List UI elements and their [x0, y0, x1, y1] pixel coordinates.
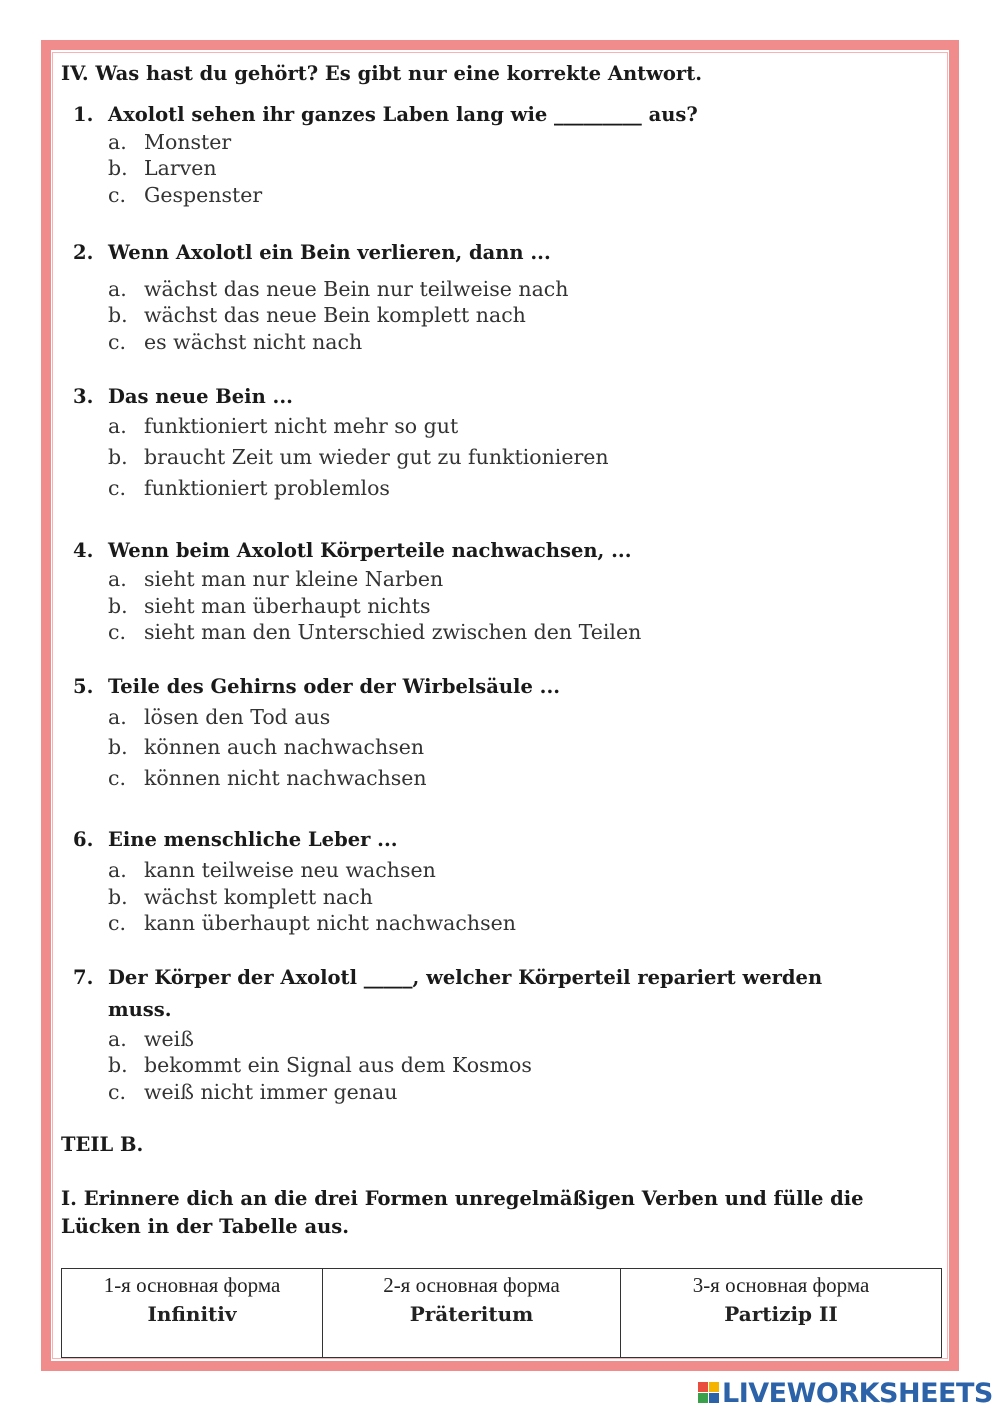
option-letter: c.: [108, 620, 126, 644]
question-text: Der Körper der Axolotl _____, welcher Körperteil repariert werden: [108, 966, 823, 989]
option-letter: a.: [108, 567, 127, 591]
option-text[interactable]: wächst komplett nach: [144, 885, 373, 909]
option-letter: b.: [108, 445, 128, 469]
question-number: 1.: [73, 103, 94, 126]
option-letter: c.: [108, 766, 126, 790]
option-text[interactable]: kann teilweise neu wachsen: [144, 858, 436, 882]
option-text[interactable]: sieht man überhaupt nichts: [144, 594, 431, 618]
option-letter: a.: [108, 414, 127, 438]
option-letter: c.: [108, 911, 126, 935]
option-text[interactable]: wächst das neue Bein komplett nach: [144, 303, 526, 327]
option-letter: c.: [108, 183, 126, 207]
logo-text: LIVEWORKSHEETS: [722, 1377, 993, 1409]
option-letter: b.: [108, 303, 128, 327]
option-letter: a.: [108, 705, 127, 729]
logo-grid-icon: [698, 1382, 720, 1404]
option-letter: a.: [108, 277, 127, 301]
option-text[interactable]: weiß: [144, 1027, 194, 1051]
option-letter: b.: [108, 735, 128, 759]
section-iv-title: IV. Was hast du gehört? Es gibt nur eine korrekte Antwort.: [61, 62, 703, 85]
option-letter: a.: [108, 130, 127, 154]
option-letter: b.: [108, 594, 128, 618]
question-number: 4.: [73, 539, 94, 562]
option-text[interactable]: Gespenster: [144, 183, 263, 207]
teil-b-task: I. Erinnere dich an die drei Formen unregelmäßigen Verben und fülle die: [61, 1187, 864, 1210]
option-text[interactable]: lösen den Tod aus: [144, 705, 331, 729]
option-text[interactable]: kann überhaupt nicht nachwachsen: [144, 911, 516, 935]
option-text[interactable]: sieht man den Unterschied zwischen den Teilen: [144, 620, 642, 644]
verb-forms-table: [61, 1268, 942, 1358]
question-text: Wenn beim Axolotl Körperteile nachwachsen, ...: [108, 539, 632, 562]
column-header-de: Partizip II: [724, 1302, 838, 1326]
option-letter: c.: [108, 330, 126, 354]
option-letter: a.: [108, 1027, 127, 1051]
option-text[interactable]: funktioniert problemlos: [144, 476, 390, 500]
question-text: Axolotl sehen ihr ganzes Laben lang wie _________ aus?: [108, 103, 698, 126]
question-number: 5.: [73, 675, 94, 698]
option-text[interactable]: können auch nachwachsen: [144, 735, 425, 759]
option-letter: a.: [108, 858, 127, 882]
question-number: 3.: [73, 385, 94, 408]
column-header-de: Infinitiv: [147, 1302, 237, 1326]
table-row: [62, 1269, 942, 1358]
question-number: 6.: [73, 828, 94, 851]
option-text[interactable]: weiß nicht immer genau: [144, 1080, 398, 1104]
teil-b-title: TEIL B.: [61, 1133, 144, 1156]
column-header-ru: 1-я основная форма: [103, 1273, 281, 1297]
table-cell[interactable]: [621, 1269, 942, 1358]
question-text: Teile des Gehirns oder der Wirbelsäule ...: [108, 675, 561, 698]
liveworksheets-logo[interactable]: [698, 1378, 993, 1408]
table-cell[interactable]: [62, 1269, 323, 1358]
option-letter: b.: [108, 156, 128, 180]
column-header-de: Präteritum: [409, 1302, 534, 1326]
question-text: Eine menschliche Leber ...: [108, 828, 398, 851]
option-letter: c.: [108, 1080, 126, 1104]
option-text[interactable]: bekommt ein Signal aus dem Kosmos: [144, 1053, 532, 1077]
column-header-ru: 2-я основная форма: [383, 1273, 560, 1297]
option-letter: b.: [108, 885, 128, 909]
option-letter: c.: [108, 476, 126, 500]
question-number: 7.: [73, 966, 94, 989]
option-text[interactable]: Larven: [144, 156, 217, 180]
option-text[interactable]: können nicht nachwachsen: [144, 766, 427, 790]
option-letter: b.: [108, 1053, 128, 1077]
option-text[interactable]: braucht Zeit um wieder gut zu funktionieren: [144, 445, 609, 469]
option-text[interactable]: es wächst nicht nach: [144, 330, 363, 354]
option-text[interactable]: Monster: [144, 130, 232, 154]
question-text-continued: muss.: [108, 998, 172, 1021]
option-text[interactable]: funktioniert nicht mehr so gut: [144, 414, 459, 438]
question-text: Wenn Axolotl ein Bein verlieren, dann ...: [108, 241, 551, 264]
table-cell[interactable]: [323, 1269, 621, 1358]
option-text[interactable]: wächst das neue Bein nur teilweise nach: [144, 277, 569, 301]
question-text: Das neue Bein ...: [108, 385, 293, 408]
teil-b-task-continued: Lücken in der Tabelle aus.: [61, 1215, 350, 1238]
question-number: 2.: [73, 241, 94, 264]
column-header-ru: 3-я основная форма: [692, 1273, 870, 1297]
option-text[interactable]: sieht man nur kleine Narben: [144, 567, 444, 591]
